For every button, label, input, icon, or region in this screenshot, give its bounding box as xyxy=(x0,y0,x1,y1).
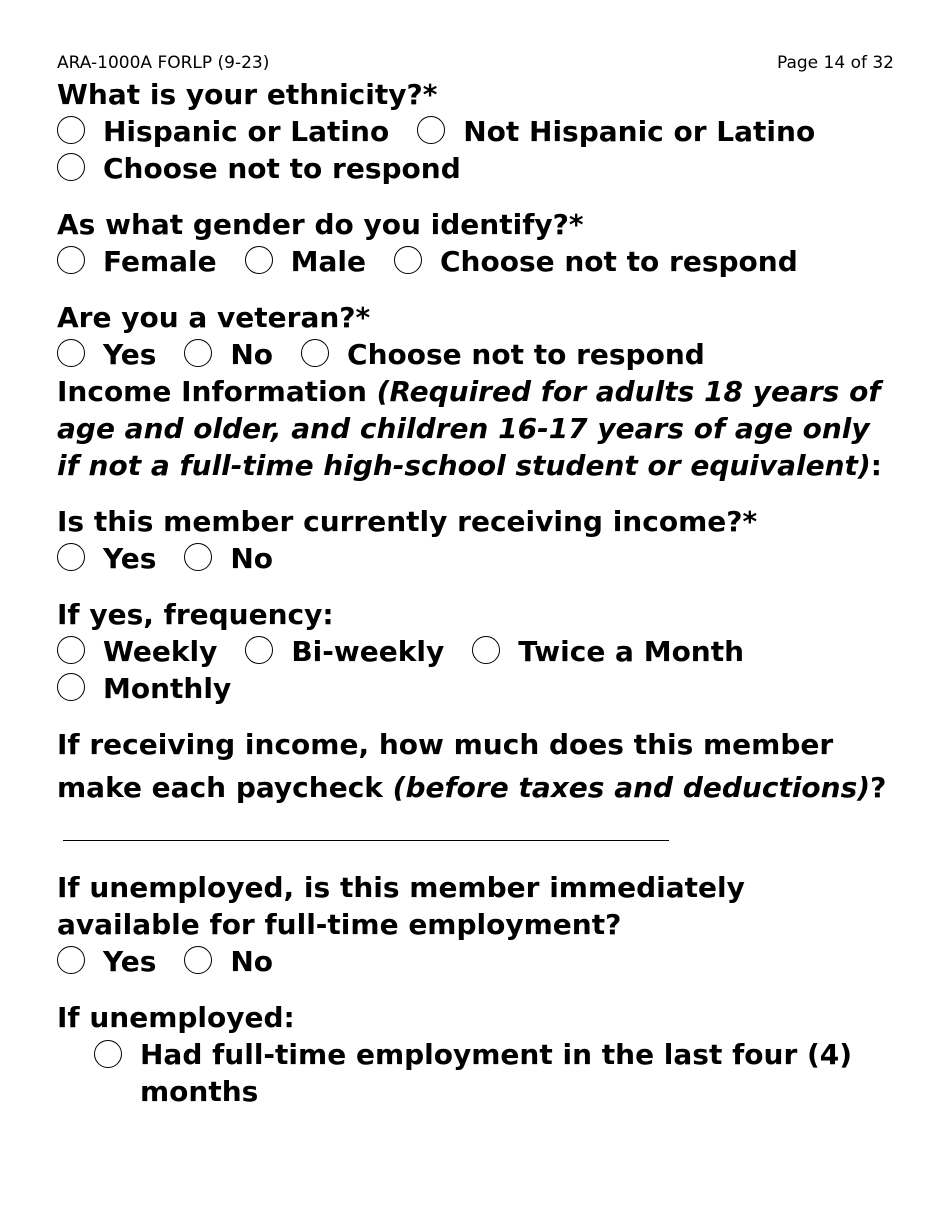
unemployed-options xyxy=(57,1036,897,1110)
radio-button[interactable] xyxy=(472,636,500,664)
income-info-title: Income Information xyxy=(57,375,377,408)
option-label: Choose not to respond xyxy=(103,152,461,185)
paycheck-question-text: If receiving income, how much does this member make each paycheck xyxy=(57,728,834,804)
unemployed-question: If unemployed: xyxy=(57,1001,295,1034)
veteran-option-yes[interactable] xyxy=(57,336,156,373)
radio-button[interactable] xyxy=(184,543,212,571)
radio-button[interactable] xyxy=(57,543,85,571)
radio-button[interactable] xyxy=(394,246,422,274)
option-label: Hispanic or Latino xyxy=(103,115,390,148)
radio-button[interactable] xyxy=(57,946,85,974)
ethnicity-options xyxy=(57,113,897,150)
radio-button[interactable] xyxy=(184,339,212,367)
ethnicity-option-hispanic[interactable] xyxy=(57,113,389,150)
radio-button[interactable] xyxy=(57,116,85,144)
frequency-question: If yes, frequency: xyxy=(57,598,334,631)
option-label: Monthly xyxy=(103,672,232,705)
radio-button[interactable] xyxy=(417,116,445,144)
paycheck-question-italic: (before taxes and deductions) xyxy=(392,771,871,804)
gender-option-female[interactable] xyxy=(57,243,217,280)
option-label: Choose not to respond xyxy=(347,338,705,371)
veteran-options xyxy=(57,336,897,373)
available-option-yes[interactable] xyxy=(57,943,156,980)
veteran-option-no[interactable] xyxy=(184,336,273,373)
form-content xyxy=(57,76,897,1110)
unemployed-option-fulltime-label[interactable]: Had full-time employment in the last four (4) months xyxy=(140,1038,853,1108)
option-label: Yes xyxy=(103,338,157,371)
gender-question: As what gender do you identify?* xyxy=(57,208,584,241)
veteran-option-no-response[interactable] xyxy=(301,336,705,373)
radio-button[interactable] xyxy=(57,246,85,274)
option-label: No xyxy=(230,542,274,575)
frequency-option-twice-month[interactable] xyxy=(472,633,744,670)
income-info-note: (Required for adults 18 years of age and older, and children 16-17 years of age only if not a full-time high-school student or equivalent) xyxy=(57,375,881,482)
option-label: Choose not to respond xyxy=(440,245,798,278)
option-label: Twice a Month xyxy=(518,635,745,668)
option-label: Not Hispanic or Latino xyxy=(463,115,816,148)
frequency-options-row2 xyxy=(57,670,897,707)
available-question: If unemployed, is this member immediately available for full-time employment? xyxy=(57,871,745,941)
frequency-option-biweekly[interactable] xyxy=(245,633,444,670)
veteran-question: Are you a veteran?* xyxy=(57,301,371,334)
paycheck-question xyxy=(57,726,897,850)
ethnicity-question: What is your ethnicity?* xyxy=(57,78,438,111)
receiving-income-option-yes[interactable] xyxy=(57,540,156,577)
radio-button[interactable] xyxy=(245,246,273,274)
gender-option-no-response[interactable] xyxy=(394,243,798,280)
receiving-income-options xyxy=(57,540,897,577)
option-label: Female xyxy=(103,245,217,278)
frequency-option-weekly[interactable] xyxy=(57,633,217,670)
frequency-options xyxy=(57,633,897,670)
option-label: Male xyxy=(290,245,366,278)
radio-button[interactable] xyxy=(301,339,329,367)
radio-button[interactable] xyxy=(57,636,85,664)
income-info-suffix: : xyxy=(870,449,882,482)
radio-button[interactable] xyxy=(184,946,212,974)
gender-options xyxy=(57,243,897,280)
option-label: Yes xyxy=(103,945,157,978)
radio-button[interactable] xyxy=(245,636,273,664)
radio-button[interactable] xyxy=(57,339,85,367)
available-options xyxy=(57,943,897,980)
frequency-option-monthly[interactable] xyxy=(57,670,231,707)
ethnicity-option-no-response[interactable] xyxy=(57,150,461,187)
option-label: Weekly xyxy=(103,635,218,668)
income-info-heading xyxy=(57,373,897,484)
paycheck-question-end: ? xyxy=(870,771,887,804)
radio-button[interactable] xyxy=(94,1040,122,1068)
form-id: ARA-1000A FORLP (9-23) xyxy=(57,53,270,73)
paycheck-amount-field[interactable] xyxy=(63,814,669,841)
radio-button[interactable] xyxy=(57,153,85,181)
option-label: Bi-weekly xyxy=(291,635,445,668)
option-label: No xyxy=(230,338,274,371)
radio-button[interactable] xyxy=(57,673,85,701)
gender-option-male[interactable] xyxy=(245,243,366,280)
ethnicity-options-row2 xyxy=(57,150,897,187)
available-option-no[interactable] xyxy=(184,943,273,980)
page-number: Page 14 of 32 xyxy=(776,53,894,73)
receiving-income-option-no[interactable] xyxy=(184,540,273,577)
receiving-income-question: Is this member currently receiving income?* xyxy=(57,505,758,538)
option-label: Yes xyxy=(103,542,157,575)
ethnicity-option-not-hispanic[interactable] xyxy=(417,113,815,150)
option-label: No xyxy=(230,945,274,978)
